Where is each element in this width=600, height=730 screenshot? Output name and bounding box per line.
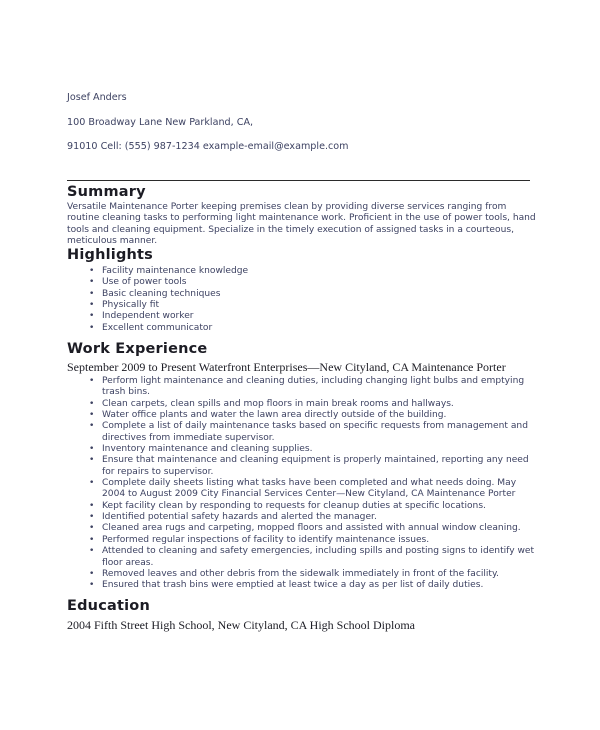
duty-text: Water office plants and water the lawn area directly outside of the building. [102, 410, 447, 421]
list-item [67, 580, 541, 591]
highlight-text: Facility maintenance knowledge [102, 266, 249, 276]
highlight-text: Physically fit [102, 300, 160, 311]
candidate-address: 100 Broadway Lane New Parkland, CA, [67, 117, 254, 128]
header-divider [67, 180, 530, 181]
work-experience-heading: Work Experience [67, 341, 208, 357]
job-title: September 2009 to Present Waterfront Enterprises—New Cityland, CA Maintenance Porter [67, 360, 506, 374]
list-item [67, 523, 541, 534]
list-item [67, 289, 467, 300]
list-item [67, 478, 541, 501]
bullet-icon: • [89, 322, 95, 333]
work-duties-list [67, 376, 541, 592]
bullet-icon: • [89, 398, 95, 409]
duty-text: Complete a list of daily maintenance tasks based on specific requests from management and directives from immediate supervisor. [102, 421, 528, 443]
duty-text: Identified potential safety hazards and alerted the manager. [102, 512, 377, 523]
duty-text: Clean carpets, clean spills and mop floors in main break rooms and hallways. [102, 398, 454, 409]
duty-text: Ensure that maintenance and cleaning equipment is properly maintained, reporting any need for repairs to supervisor. [102, 455, 529, 477]
bullet-icon: • [89, 580, 95, 591]
bullet-icon: • [89, 376, 95, 386]
duty-text: Cleaned area rugs and carpeting, mopped floors and assisted with annual window cleaning. [102, 523, 521, 534]
highlight-text: Excellent communicator [102, 322, 213, 333]
bullet-icon: • [89, 568, 95, 579]
list-item [67, 266, 467, 277]
list-item [67, 535, 541, 546]
duty-text: Perform light maintenance and cleaning duties, including changing light bulbs and emptying trash bins. [102, 376, 525, 398]
list-item [67, 501, 541, 512]
education-entry: 2004 Fifth Street High School, New Cityland, CA High School Diploma [67, 618, 415, 632]
duty-text: Inventory maintenance and cleaning supplies. [102, 444, 313, 455]
candidate-name: Josef Anders [67, 92, 127, 103]
bullet-icon: • [89, 266, 95, 276]
list-item [67, 569, 541, 580]
bullet-icon: • [89, 311, 95, 322]
highlight-text: Basic cleaning techniques [102, 288, 221, 299]
list-item [67, 399, 541, 410]
bullet-icon: • [89, 512, 95, 523]
list-item [67, 546, 541, 569]
bullet-icon: • [89, 478, 95, 489]
list-item [67, 311, 467, 322]
bullet-icon: • [89, 534, 95, 545]
highlight-text: Independent worker [102, 311, 194, 322]
bullet-icon: • [89, 300, 95, 311]
highlights-list [67, 266, 467, 334]
list-item [67, 410, 541, 421]
duty-text: Kept facility clean by responding to requests for cleanup duties at specific locations. [102, 500, 486, 511]
bullet-icon: • [89, 421, 95, 432]
summary-text: Versatile Maintenance Porter keeping premises clean by providing diverse services ranging from routine cleaning tasks to performing light maintenance work. Proficient in the use of power tools, hand tools and cleaning equipment. Specialize in the timely execution of assigned tasks in a courteous, meticulous manner. [67, 202, 536, 247]
list-item [67, 512, 541, 523]
bullet-icon: • [89, 500, 95, 511]
duty-text: Complete daily sheets listing what tasks have been completed and what needs doing. May 2004 to August 2009 City Financial Services Center—New Cityland, CA Maintenance Porter [102, 478, 517, 500]
summary-heading: Summary [67, 184, 146, 200]
duty-text: Attended to cleaning and safety emergencies, including spills and posting signs to identify wet floor areas. [102, 546, 535, 568]
bullet-icon: • [89, 546, 95, 557]
highlight-text: Use of power tools [102, 277, 187, 288]
duty-text: Ensured that trash bins were emptied at least twice a day as per list of daily duties. [102, 580, 484, 591]
duty-text: Performed regular inspections of facility to identify maintenance issues. [102, 534, 430, 545]
list-item [67, 277, 467, 288]
bullet-icon: • [89, 444, 95, 455]
education-heading: Education [67, 598, 150, 614]
bullet-icon: • [89, 523, 95, 534]
list-item [67, 323, 467, 334]
list-item [67, 300, 467, 311]
list-item [67, 376, 541, 399]
highlights-heading: Highlights [67, 247, 154, 263]
bullet-icon: • [89, 410, 95, 421]
list-item [67, 455, 541, 478]
bullet-icon: • [89, 277, 95, 288]
list-item [67, 421, 541, 444]
bullet-icon: • [89, 455, 95, 466]
bullet-icon: • [89, 288, 95, 299]
candidate-phone-email: 91010 Cell: (555) 987-1234 example-email@example.com [67, 141, 349, 152]
duty-text: Removed leaves and other debris from the sidewalk immediately in front of the facility. [102, 568, 499, 579]
list-item [67, 444, 541, 455]
